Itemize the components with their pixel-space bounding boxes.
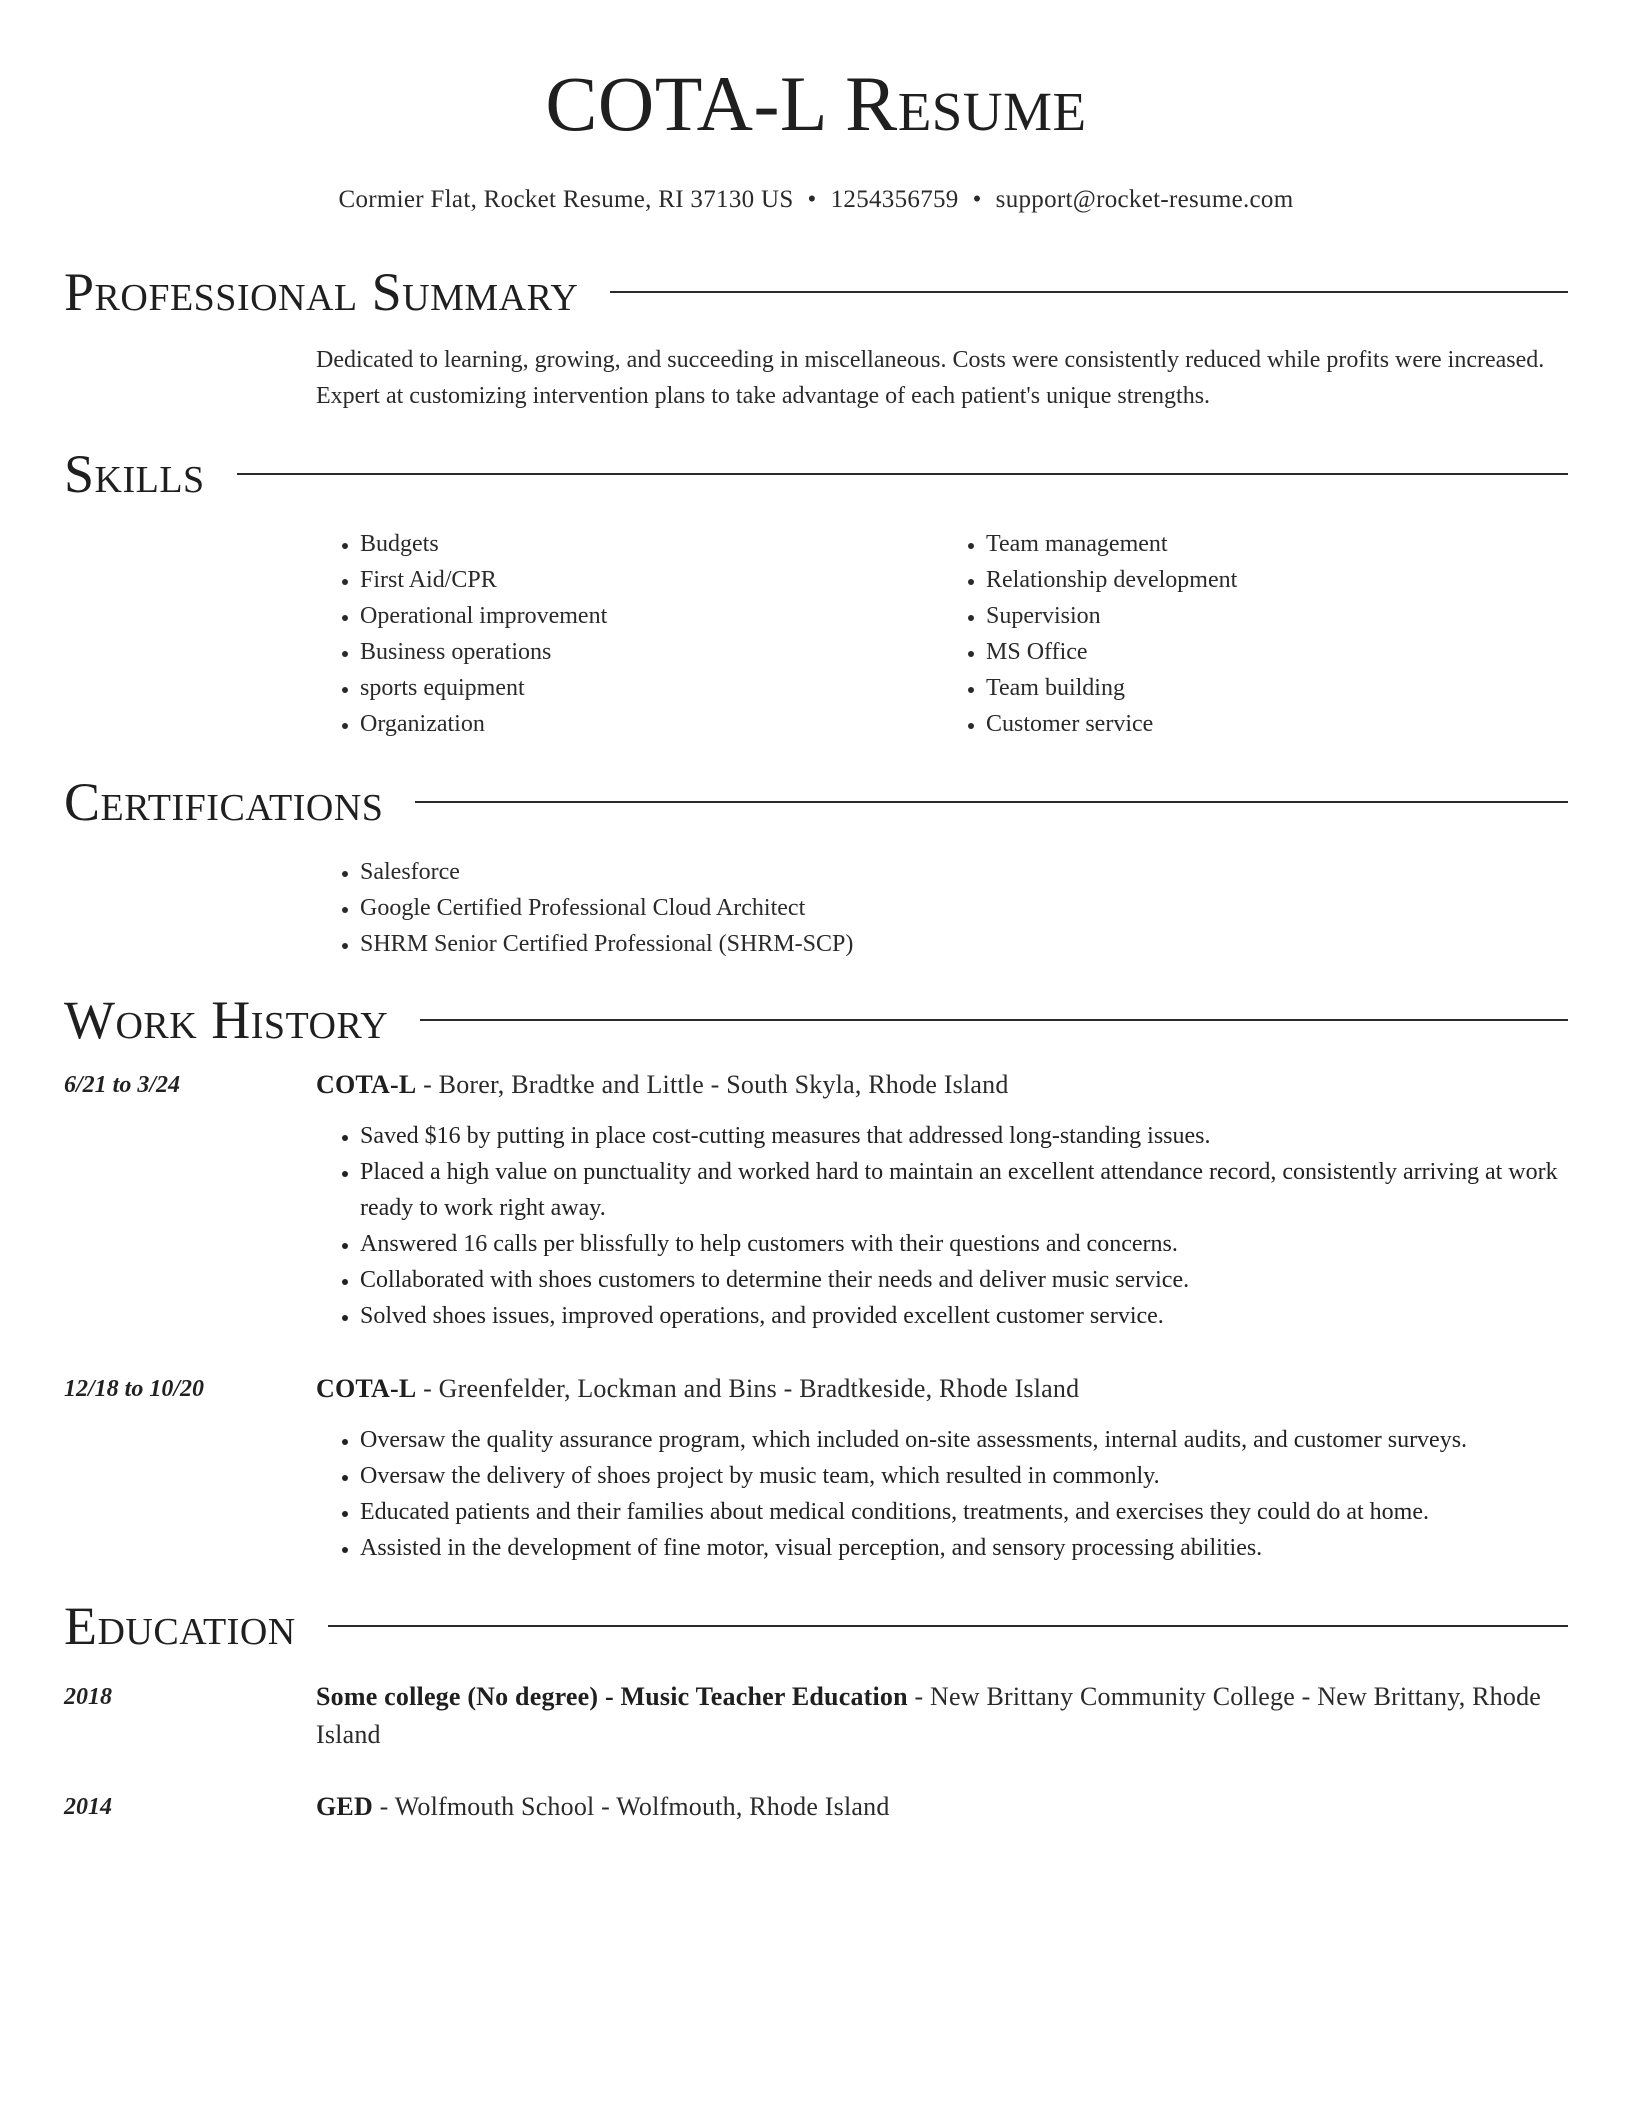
- work-bullet: • Oversaw the quality assurance program, which included on-site assessments, internal audits, and customer surveys.: [360, 1422, 1568, 1458]
- job-title: COTA-L: [316, 1374, 417, 1403]
- work-entry-main: [316, 1066, 1568, 1334]
- section-header: [64, 988, 1568, 1052]
- work-history-section: [64, 988, 1568, 1566]
- contact-separator: •: [972, 186, 982, 213]
- certifications-section: [64, 770, 1568, 962]
- skill-item: • MS Office: [986, 634, 1568, 670]
- job-title: COTA-L: [316, 1070, 417, 1099]
- contact-address: Cormier Flat, Rocket Resume, RI 37130 US: [338, 186, 794, 213]
- skills-grid: [316, 526, 1568, 742]
- work-bullet: • Collaborated with shoes customers to determine their needs and deliver music service.: [360, 1262, 1568, 1298]
- skill-item: • Team building: [986, 670, 1568, 706]
- work-entry: [64, 1370, 1568, 1566]
- section-divider: [610, 291, 1568, 293]
- education-degree: Some college (No degree) - Music Teacher Education: [316, 1682, 908, 1711]
- education-degree: GED: [316, 1792, 373, 1821]
- section-title-summary: Professional Summary: [64, 262, 579, 322]
- education-entry: [64, 1788, 1568, 1826]
- education-year: 2018: [64, 1684, 112, 1710]
- education-entry-heading: [316, 1788, 1568, 1826]
- section-title-work-history: Work History: [64, 990, 389, 1050]
- resume-title: COTA-L Resume: [545, 60, 1087, 147]
- summary-body: [316, 342, 1568, 414]
- skill-item: • Relationship development: [986, 562, 1568, 598]
- education-section: [64, 1594, 1568, 1826]
- certification-item: • Google Certified Professional Cloud Architect: [360, 890, 1568, 926]
- contact-separator: •: [807, 186, 817, 213]
- skills-section: [64, 442, 1568, 742]
- skill-item: • Customer service: [986, 706, 1568, 742]
- skills-list-right: [942, 526, 1568, 742]
- work-bullets: [316, 1422, 1568, 1566]
- certification-item: • Salesforce: [360, 854, 1568, 890]
- skill-item: • Operational improvement: [360, 598, 942, 634]
- work-entry-heading: [316, 1066, 1568, 1104]
- section-header: [64, 260, 1568, 324]
- work-entry-heading: [316, 1370, 1568, 1408]
- certifications-body: [316, 854, 1568, 962]
- skills-list-left: [316, 526, 942, 742]
- education-entry: [64, 1678, 1568, 1754]
- skill-item: • Budgets: [360, 526, 942, 562]
- resume-header: [64, 0, 1568, 216]
- job-employer-location: - Borer, Bradtke and Little - South Skyla, Rhode Island: [416, 1070, 1009, 1099]
- section-divider: [328, 1625, 1568, 1627]
- work-entry-main: [316, 1370, 1568, 1566]
- education-entry-main: [316, 1678, 1568, 1754]
- skill-item: • Organization: [360, 706, 942, 742]
- section-title-skills: Skills: [64, 444, 205, 504]
- skill-item: • sports equipment: [360, 670, 942, 706]
- education-year: 2014: [64, 1794, 112, 1820]
- summary-section: [64, 260, 1568, 414]
- skill-item: • Business operations: [360, 634, 942, 670]
- section-header: [64, 1594, 1568, 1658]
- section-divider: [420, 1019, 1568, 1021]
- work-bullet: • Assisted in the development of fine motor, visual perception, and sensory processing abilities.: [360, 1530, 1568, 1566]
- work-bullet: • Oversaw the delivery of shoes project by music team, which resulted in commonly.: [360, 1458, 1568, 1494]
- section-header: [64, 442, 1568, 506]
- section-title-education: Education: [64, 1596, 296, 1656]
- work-bullet: • Placed a high value on punctuality and worked hard to maintain an excellent attendance record, consistently arriving at work ready to work right away.: [360, 1154, 1568, 1226]
- education-school-location: - Wolfmouth School - Wolfmouth, Rhode Island: [372, 1792, 890, 1821]
- work-bullet: • Educated patients and their families about medical conditions, treatments, and exercises they could do at home.: [360, 1494, 1568, 1530]
- skill-item: • First Aid/CPR: [360, 562, 942, 598]
- contact-phone: 1254356759: [830, 186, 959, 213]
- education-entry-heading: [316, 1678, 1568, 1754]
- work-bullets: [316, 1118, 1568, 1334]
- section-divider: [237, 473, 1568, 475]
- work-dates: 12/18 to 10/20: [64, 1376, 205, 1402]
- education-school-location: - New Brittany Community College - New Brittany, Rhode Island: [316, 1682, 1542, 1749]
- work-dates: 6/21 to 3/24: [64, 1072, 181, 1098]
- work-bullet: • Solved shoes issues, improved operations, and provided excellent customer service.: [360, 1298, 1568, 1334]
- section-header: [64, 770, 1568, 834]
- section-title-certifications: Certifications: [64, 772, 384, 832]
- work-bullet: • Answered 16 calls per blissfully to help customers with their questions and concerns.: [360, 1226, 1568, 1262]
- skill-item: • Team management: [986, 526, 1568, 562]
- work-bullet: • Saved $16 by putting in place cost-cutting measures that addressed long-standing issues.: [360, 1118, 1568, 1154]
- contact-email: support@rocket-resume.com: [995, 186, 1294, 213]
- skill-item: • Supervision: [986, 598, 1568, 634]
- contact-line: [64, 184, 1568, 216]
- work-entry: [64, 1066, 1568, 1334]
- education-entry-main: [316, 1788, 1568, 1826]
- job-employer-location: - Greenfelder, Lockman and Bins - Bradtkeside, Rhode Island: [416, 1374, 1080, 1403]
- certifications-list: [316, 854, 1568, 962]
- certification-item: • SHRM Senior Certified Professional (SHRM-SCP): [360, 926, 1568, 962]
- section-divider: [415, 801, 1568, 803]
- summary-text: Dedicated to learning, growing, and succeeding in miscellaneous. Costs were consistently reduced while profits were increased. Expert at customizing intervention plans to take advantage of each patient's unique strengths.: [316, 347, 1545, 409]
